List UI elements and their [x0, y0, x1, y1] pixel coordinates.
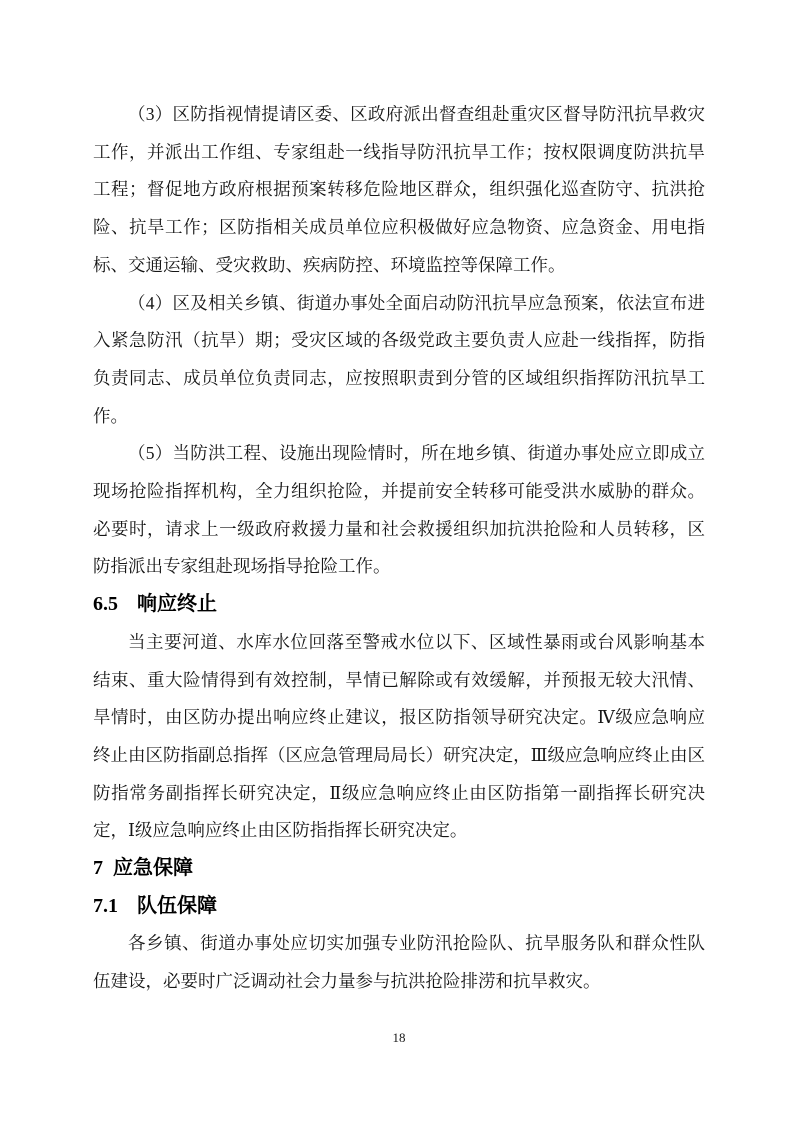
heading-number: 7 — [93, 857, 103, 880]
page-number: 18 — [392, 1030, 406, 1045]
heading-7-emergency-support — [93, 850, 705, 888]
paragraph-measure-4: （4）区及相关乡镇、街道办事处全面启动防汛抗旱应急预案，依法宣布进入紧急防汛（抗旱）期；受灾区域的各级党政主要负责人应赴一线指挥，防指负责同志、成员单位负责同志，应按照职责到分管的区域组织指挥防汛抗旱工作。 — [93, 292, 705, 426]
paragraph-measure-3: （3）区防指视情提请区委、区政府派出督查组赴重灾区督导防汛抗旱救灾工作，并派出工作组、专家组赴一线指导防汛抗旱工作；按权限调度防洪抗旱工程；督促地方政府根据预案转移危险地区群众，组织强化巡查防守、抗洪抢险、抗旱工作；区防指相关成员单位应积极做好应急物资、应急资金、用电指标、交通运输、受灾救助、疾病防控、环境监控等保障工作。 — [93, 104, 705, 275]
heading-title: 响应终止 — [137, 593, 217, 616]
heading-title: 队伍保障 — [137, 894, 217, 917]
heading-number: 6.5 — [93, 593, 118, 616]
paragraph-team-support: 各乡镇、街道办事处应切实加强专业防汛抢险队、抗旱服务队和群众性队伍建设，必要时广泛调动社会力量参与抗洪抢险排涝和抗旱救灾。 — [93, 933, 705, 992]
heading-title: 应急保障 — [113, 857, 193, 880]
paragraph-response-termination: 当主要河道、水库水位回落至警戒水位以下、区域性暴雨或台风影响基本结束、重大险情得到有效控制，旱情已解除或有效缓解，并预报无较大汛情、旱情时，由区防办提出响应终止建议，报区防指领导研究决定。Ⅳ级应急响应终止由区防指副总指挥（区应急管理局局长）研究决定，Ⅲ级应急响应终止由区防指常务副指挥长研究决定，Ⅱ级应急响应终止由区防指第一副指挥长研究决定，Ⅰ级应急响应终止由区防指指挥长研究决定。 — [93, 631, 705, 841]
heading-number: 7.1 — [93, 894, 118, 917]
heading-7-1-team-support — [93, 888, 705, 926]
paragraph-measure-5: （5）当防洪工程、设施出现险情时，所在地乡镇、街道办事处应立即成立现场抢险指挥机构，全力组织抢险，并提前安全转移可能受洪水威胁的群众。必要时，请求上一级政府救援力量和社会救援组织加抗洪抢险和人员转移，区防指派出专家组赴现场指导抢险工作。 — [93, 443, 705, 577]
heading-6-5-response-termination — [93, 586, 705, 624]
